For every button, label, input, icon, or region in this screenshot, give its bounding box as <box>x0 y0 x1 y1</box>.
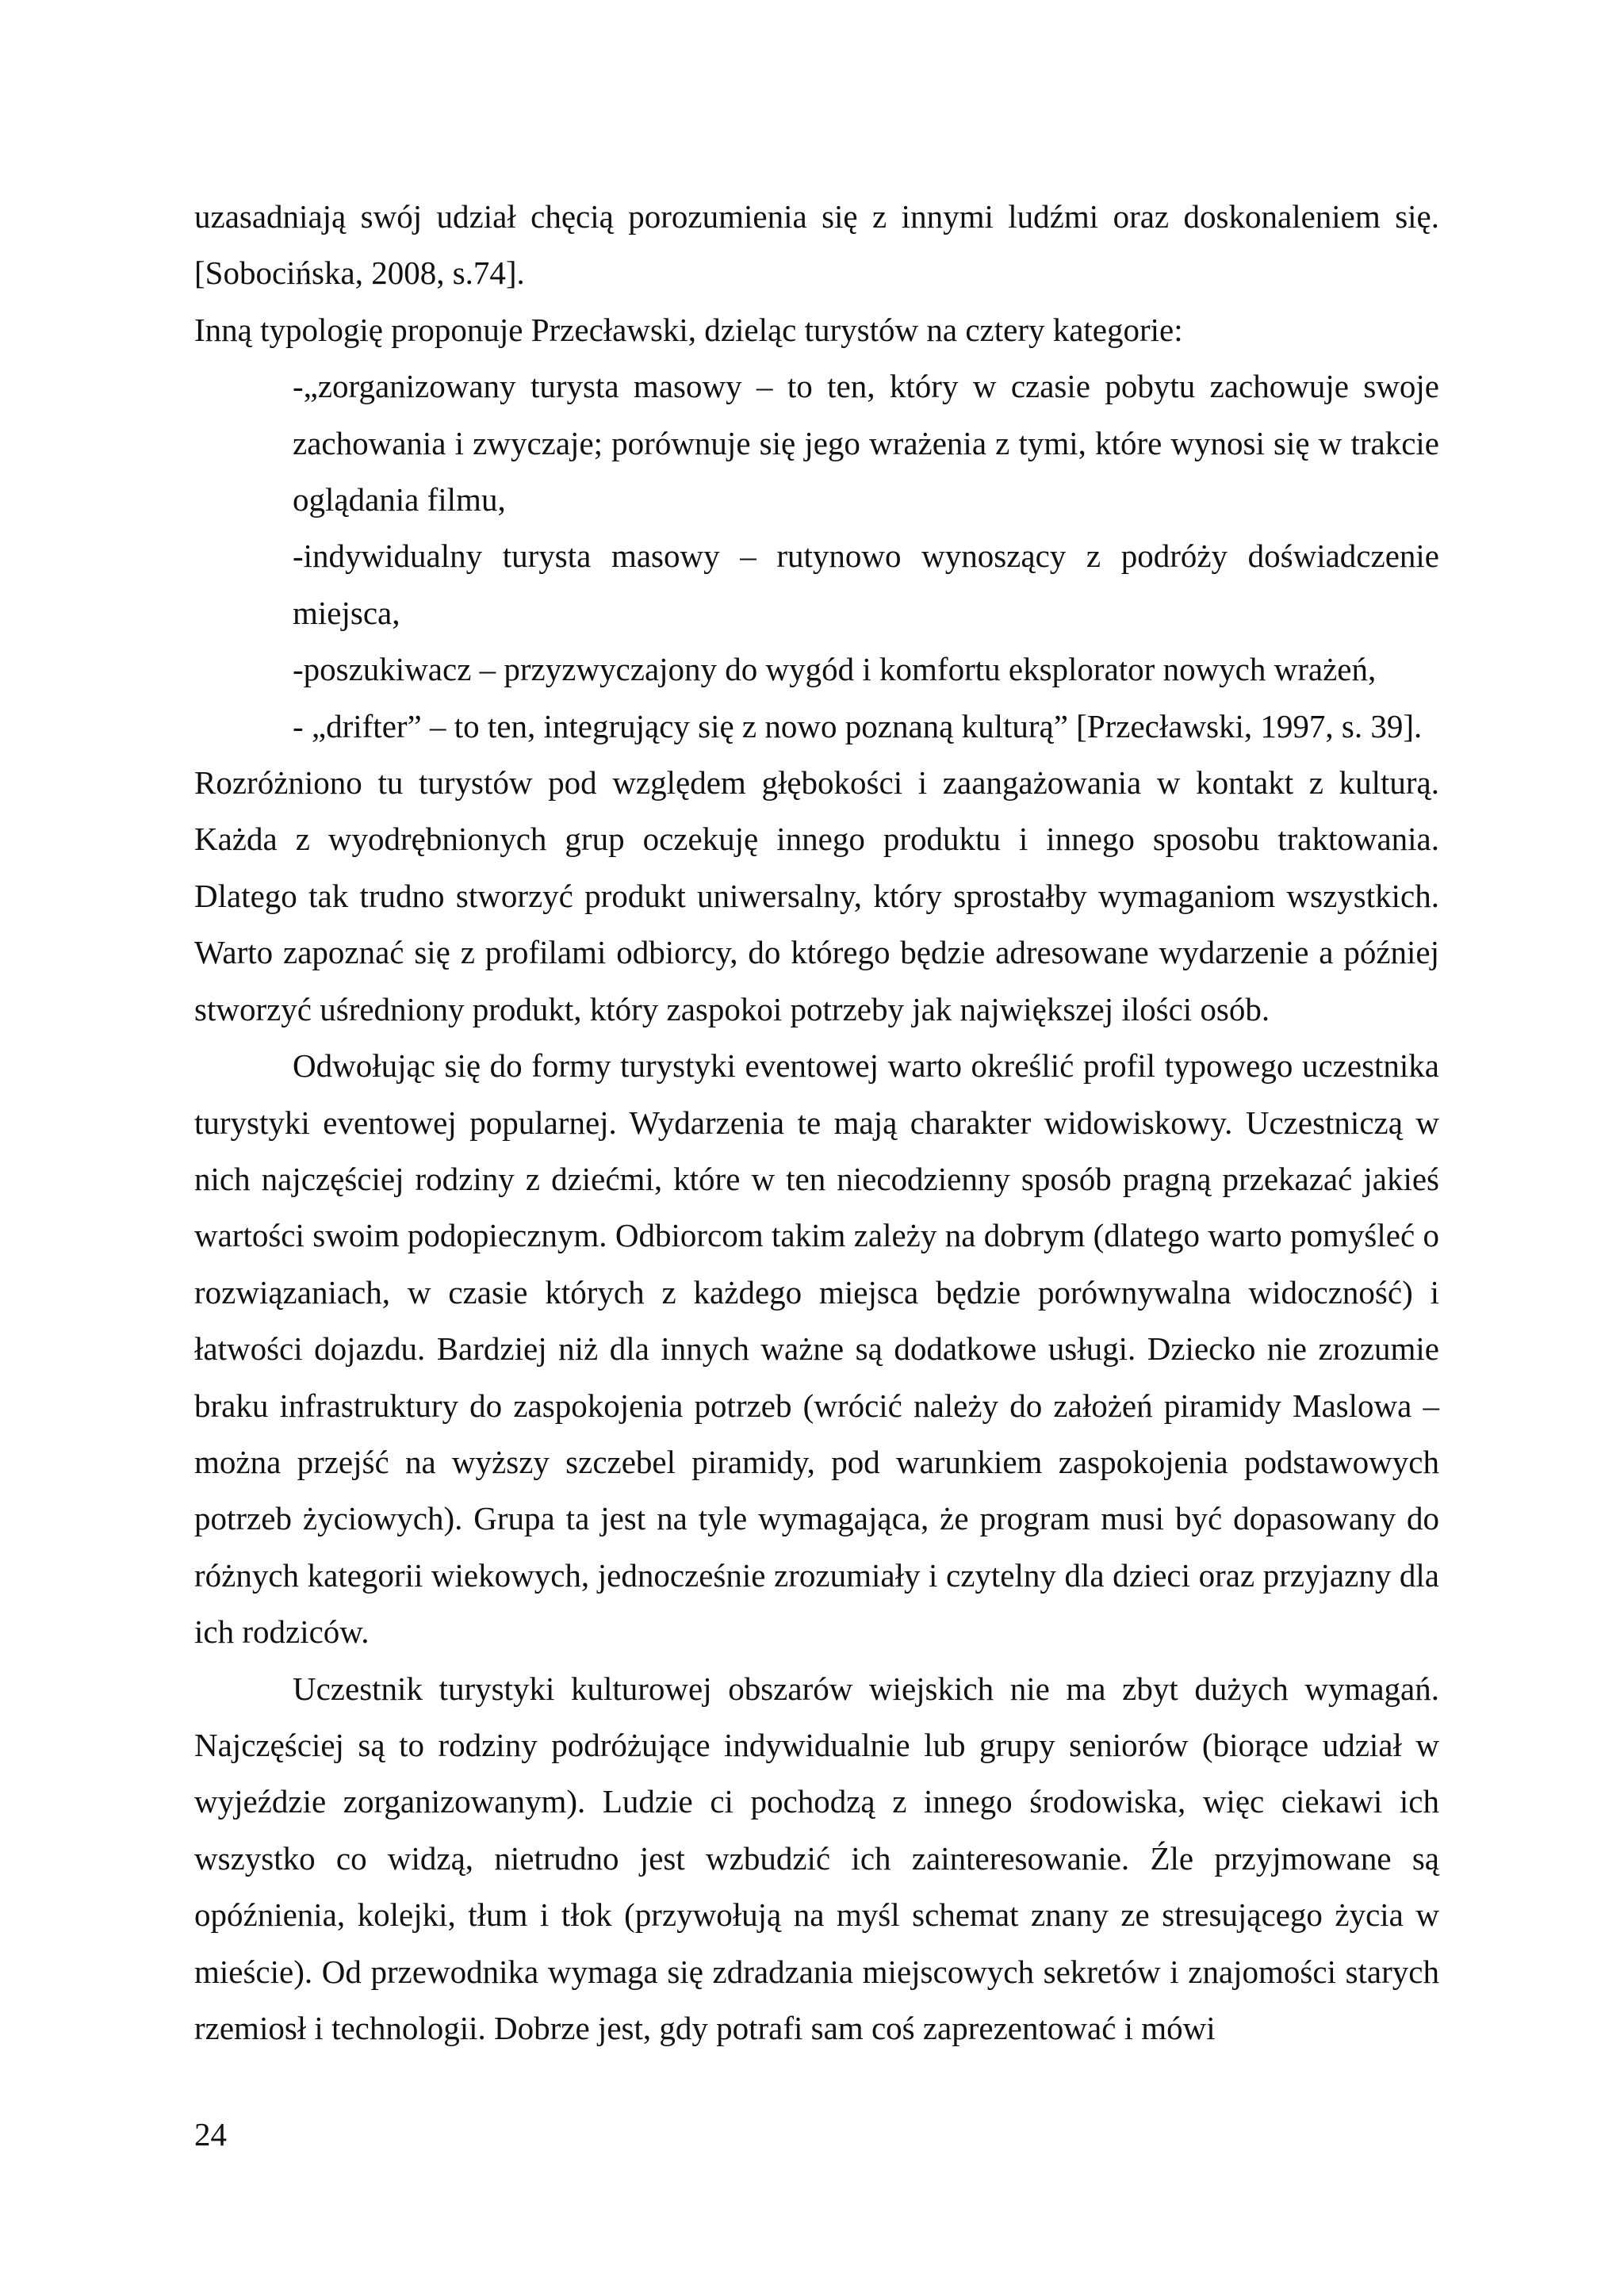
paragraph-event-tourism: Odwołując się do formy turystyki eventowej warto określić profil typowego uczestnika turystyki eventowej popularnej. Wydarzenia te mają charakter widowiskowy. Uczestniczą w nich najczęściej rodziny z dziećmi, które w ten niecodzienny sposób pragną przekazać jakieś wartości swoim podopiecznym. Odbiorcom takim zależy na dobrym (dlatego warto pomyśleć o rozwiązaniach, w czasie których z każdego miejsca będzie porównywalna widoczność) i łatwości dojazdu. Bardziej niż dla innych ważne są dodatkowe usługi. Dziecko nie zrozumie braku infrastruktury do zaspokojenia potrzeb (wrócić należy do założeń piramidy Maslowa – można przejść na wyższy szczebel piramidy, pod warunkiem zaspokojenia podstawowych potrzeb życiowych). Grupa ta jest na tyle wymagająca, że program musi być dopasowany do różnych kategorii wiekowych, jednocześnie zrozumiały i czytelny dla dzieci oraz przyjazny dla ich rodziców. <box>194 1047 1439 1651</box>
list-item: -poszukiwacz – przyzwyczajony do wygód i komfortu eksplorator nowych wrażeń, <box>293 651 1377 688</box>
page-number: 24 <box>194 2116 227 2152</box>
tourist-categories-list <box>194 358 1439 755</box>
paragraph-differentiation: Rozróżniono tu turystów pod względem głębokości i zaangażowania w kontakt z kulturą. Każda z wyodrębnionych grup oczekuję innego produktu i innego sposobu traktowania. Dlatego tak trudno stworzyć produkt uniwersalny, który sprostałby wymaganiom wszystkich. Warto zapoznać się z profilami odbiorcy, do którego będzie adresowane wydarzenie a później stworzyć uśredniony produkt, który zaspokoi potrzeby jak największej ilości osób. <box>194 764 1439 1027</box>
list-item: -indywidualny turysta masowy – rutynowo wynoszący z podróży doświadczenie miejsca, <box>293 538 1439 631</box>
paragraph-rural-tourism: Uczestnik turystyki kulturowej obszarów wiejskich nie ma zbyt dużych wymagań. Najczęściej są to rodziny podróżujące indywidualnie lub grupy seniorów (biorące udział w wyjeździe zorganizowanym). Ludzie ci pochodzą z innego środowiska, więc ciekawi ich wszystko co widzą, nietrudno jest wzbudzić ich zainteresowanie. Źle przyjmowane są opóźnienia, kolejki, tłum i tłok (przywołują na myśl schemat znany ze stresującego życia w mieście). Od przewodnika wymaga się zdradzania miejscowych sekretów i znajomości starych rzemiosł i technologii. Dobrze jest, gdy potrafi sam coś zaprezentować i mówi <box>194 1670 1439 2046</box>
paragraph-continuation: uzasadniają swój udział chęcią porozumienia się z innymi ludźmi oraz doskonaleniem się. [Sobocińska, 2008, s.74]. <box>194 198 1439 292</box>
paragraph-typology-intro: Inną typologię proponuje Przecławski, dzieląc turystów na cztery kategorie: <box>194 311 1183 348</box>
list-item: - „drifter” – to ten, integrujący się z nowo poznaną kulturą” [Przecławski, 1997, s. 39]. <box>293 707 1423 744</box>
body-text <box>194 189 1439 2057</box>
list-item: -„zorganizowany turysta masowy – to ten, który w czasie pobytu zachowuje swoje zachowania i zwyczaje; porównuje się jego wrażenia z tymi, które wynosi się w trakcie oglądania filmu, <box>293 368 1439 519</box>
